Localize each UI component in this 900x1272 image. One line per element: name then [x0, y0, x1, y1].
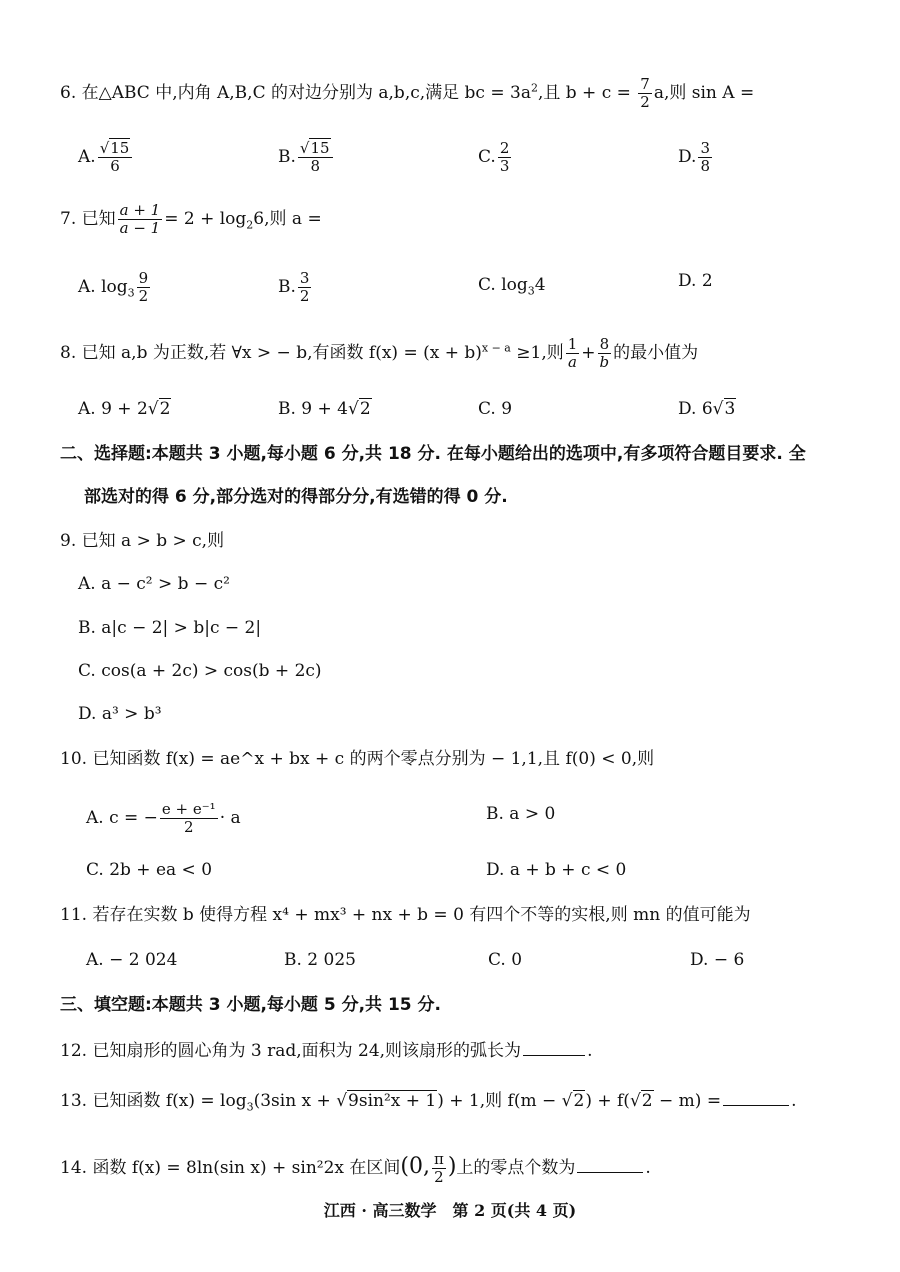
q8-option-d: D. 6√3 — [678, 399, 736, 419]
q6-option-c: C. $\frac{2}{3}$ — [478, 139, 510, 175]
q7-option-c: C. $\log_34$ — [478, 275, 546, 298]
question-14-stem: 14. 函数 f(x) = 8ln(sin x) + sin²2x 在区间(0, $\frac{\pi}{2}$ )上的零点个数为 . — [60, 1150, 651, 1186]
q6-option-a: A. $\frac{√15}{6}$ — [78, 140, 134, 175]
section-2-heading-cont: 部选对的得 6 分,部分选对的得部分分,有选错的得 0 分. — [84, 487, 508, 507]
q6-stem-part: ,且 b + c = — [537, 83, 631, 103]
q7-fraction: $\frac{a + 1}{a - 1}$ — [119, 201, 161, 237]
q10-option-d: D. a + b + c < 0 — [486, 860, 627, 880]
section-3-heading: 三、填空题:本题共 3 小题,每小题 5 分,共 15 分. — [60, 995, 441, 1015]
q7-option-b: B. $\frac{3}{2}$ — [278, 269, 310, 305]
q10-option-c: C. 2b + ea < 0 — [86, 860, 213, 880]
q8-option-b: B. 9 + 4√2 — [278, 399, 371, 419]
answer-blank[interactable] — [723, 1091, 789, 1106]
question-8-stem: 8. 已知 a,b 为正数,若 ∀x > − b,有函数 $f(x) = (x + b)^{x - a} \ge 1$,则 $\frac{1}{a}$ + $\frac{8}{b}$ 的最小值为 — [60, 335, 699, 371]
q6-stem-part: 6. 在△ABC 中,内角 A,B,C 的对边分别为 a,b,c,满足 bc = 3a — [60, 83, 531, 103]
q10-option-b: B. a > 0 — [486, 804, 556, 824]
q6-stem-part: a,则 sin A = — [653, 83, 755, 103]
answer-blank[interactable] — [577, 1158, 643, 1173]
q11-option-b: B. 2 025 — [284, 950, 356, 970]
q6-option-b: B. $\frac{√15}{8}$ — [278, 140, 335, 175]
q9-option-a: A. a − c² > b − c² — [78, 574, 230, 594]
q11-option-c: C. 0 — [488, 950, 523, 970]
question-12-stem: 12. 已知扇形的圆心角为 3 rad,面积为 24,则该扇形的弧长为 . — [60, 1041, 593, 1061]
question-10-stem: 10. 已知函数 f(x) = ae^x + bx + c 的两个零点分别为 − 1,1,且 f(0) < 0,则 — [60, 749, 655, 769]
question-13-stem: 13. 已知函数 $f(x) = \log_3(3\sin$ x + √9sin²x + 1) + 1,则 f(m − √2) + f(√2 − m) = . — [60, 1091, 797, 1114]
q6-fraction: $\frac{7}{2}$ — [640, 75, 650, 111]
q11-option-d: D. − 6 — [690, 950, 745, 970]
q6-option-d: D. $\frac{3}{8}$ — [678, 139, 710, 175]
q8-option-a: A. 9 + 2√2 — [78, 399, 171, 419]
q9-option-b: B. a|c − 2| > b|c − 2| — [78, 618, 262, 638]
page-footer: 江西 · 高三数学 第 2 页(共 4 页) — [323, 1201, 577, 1220]
q11-option-a: A. − 2 024 — [86, 950, 178, 970]
q9-option-c: C. cos(a + 2c) > cos(b + 2c) — [78, 661, 322, 681]
question-9-stem: 9. 已知 a > b > c,则 — [60, 531, 225, 551]
q7-option-a: A. $\log_3$ $\frac{9}{2}$ — [78, 269, 149, 305]
q9-option-d: D. a³ > b³ — [78, 704, 162, 724]
question-6-stem: 6. 在△ABC 中,内角 A,B,C 的对边分别为 a,b,c,满足 bc = $3a^2$,且 b + c = $\frac{7}{2}$ a,则 sin A = — [60, 75, 755, 111]
q7-option-d: D. 2 — [678, 271, 713, 291]
q10-option-a: A. c = − $\frac{\text{e + e⁻¹}}{2}$ · a — [86, 800, 241, 836]
answer-blank[interactable] — [523, 1041, 585, 1056]
section-2-heading: 二、选择题:本题共 3 小题,每小题 6 分,共 18 分. 在每小题给出的选项中,有多项符合题目要求. 全 — [60, 444, 806, 464]
q8-option-c: C. 9 — [478, 399, 513, 419]
question-11-stem: 11. 若存在实数 b 使得方程 x⁴ + mx³ + nx + b = 0 有四个不等的实根,则 mn 的值可能为 — [60, 905, 751, 925]
question-7-stem: 7. 已知 $\frac{a + 1}{a - 1}$ = $2 + \log_26$,则 a = — [60, 201, 322, 237]
